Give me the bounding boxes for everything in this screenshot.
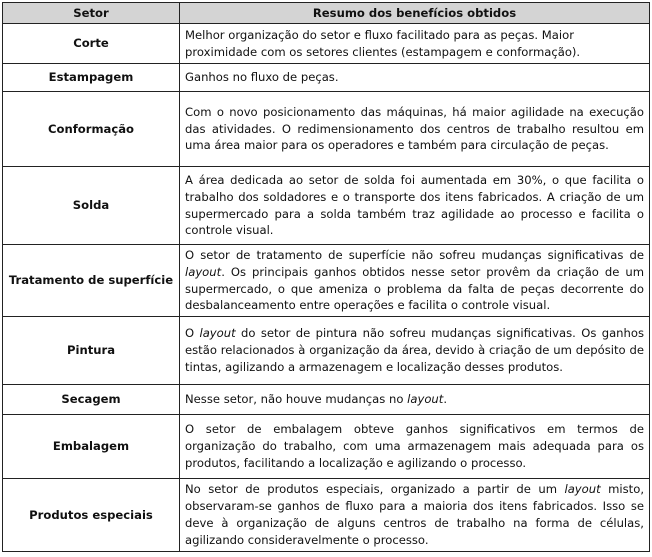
resumo-cell	[180, 385, 650, 415]
table-header	[3, 3, 650, 24]
table-row	[3, 479, 650, 552]
resumo-italic: layout	[185, 264, 222, 279]
resumo-text-cont: .	[443, 392, 448, 407]
table-row	[3, 24, 650, 64]
resumo-text: Nesse setor, não houve mudanças no	[185, 392, 408, 407]
resumo-text: A área dedicada ao setor de solda foi aumentada em 30%, o que facilita o trabalho dos soldadores e o transporte dos itens fabricados. A criação de um supermercado para a solda também traz agilidade ao processo e facilita o controle visual.	[185, 172, 644, 238]
setor-cell: Produtos especiais	[3, 479, 180, 552]
header-setor: Setor	[3, 3, 180, 24]
table-row	[3, 92, 650, 167]
header-resumo: Resumo dos benefícios obtidos	[180, 3, 650, 24]
setor-cell: Pintura	[3, 317, 180, 385]
table-row	[3, 167, 650, 245]
resumo-cell	[180, 245, 650, 317]
table-row	[3, 415, 650, 479]
resumo-cell	[180, 317, 650, 385]
resumo-cell	[180, 92, 650, 167]
setor-cell: Secagem	[3, 385, 180, 415]
resumo-text: O setor de embalagem obteve ganhos significativos em termos de organização do trabalho, com uma armazenagem mais adequada para os produtos, facilitando a localização e agilizando o processo.	[185, 422, 644, 470]
resumo-cell	[180, 167, 650, 245]
setor-cell: Conformação	[3, 92, 180, 167]
resumo-text: O	[185, 326, 200, 341]
table-row	[3, 385, 650, 415]
resumo-text: Com o novo posicionamento das máquinas, há maior agilidade na execução das atividades. O redimensionamento dos centros de trabalho resultou em uma área maior para os operadores e também para circulação de peças.	[185, 104, 644, 153]
resumo-cell	[180, 24, 650, 64]
resumo-cell	[180, 479, 650, 552]
setor-cell: Corte	[3, 24, 180, 64]
resumo-text: O setor de tratamento de superfície não sofreu mudanças significativas de	[185, 247, 644, 262]
table-row	[3, 317, 650, 385]
table-row	[3, 64, 650, 92]
resumo-text-cont: misto, observaram-se ganhos de fluxo para a maioria dos itens fabricados. Isso se deve à organização de alguns centros de trabalho na forma de células, agilizando consideravelmente o processo.	[185, 482, 644, 547]
resumo-text: Melhor organização do setor e fluxo facilitado para as peças. Maior proximidade com os setores clientes (estampagem e conformação).	[185, 27, 581, 59]
resumo-text: Ganhos no fluxo de peças.	[185, 70, 339, 85]
setor-cell: Tratamento de superfície	[3, 245, 180, 317]
setor-cell: Embalagem	[3, 415, 180, 479]
benefits-table	[2, 2, 650, 552]
resumo-italic: layout	[564, 482, 601, 497]
setor-cell: Solda	[3, 167, 180, 245]
resumo-text: No setor de produtos especiais, organizado a partir de um	[185, 482, 565, 497]
resumo-cell	[180, 415, 650, 479]
table-row	[3, 245, 650, 317]
resumo-text-cont: do setor de pintura não sofreu mudanças significativas. Os ganhos estão relacionados à organização da área, devido à criação de um depósito de tintas, agilizando a armazenagem e localização desses produtos.	[185, 326, 645, 374]
resumo-text-cont: . Os principais ganhos obtidos nesse setor provêm da criação de um supermercado, o que ameniza o problema da falta de peças decorrente do desbalanceamento entre operações e facilita o controle visual.	[185, 264, 644, 313]
resumo-italic: layout	[407, 392, 444, 407]
resumo-italic: layout	[199, 326, 236, 341]
setor-cell: Estampagem	[3, 64, 180, 92]
resumo-cell	[180, 64, 650, 92]
